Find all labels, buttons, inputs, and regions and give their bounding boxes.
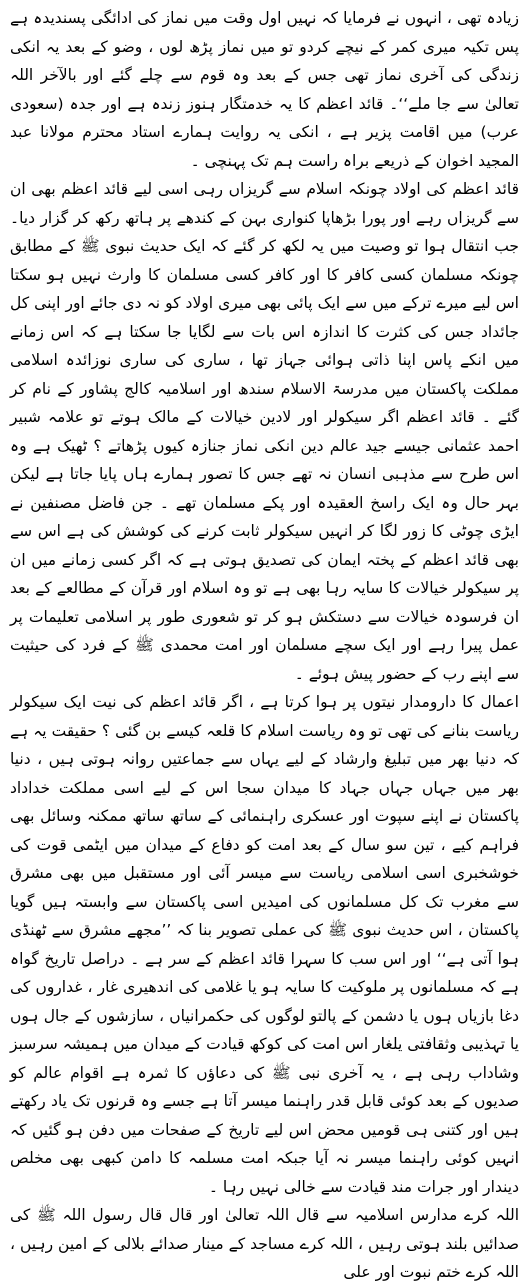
article-paragraph-1: زیادہ تھی ، انہوں نے فرمایا کہ نہیں اول وقت میں نماز کی ادائگی پسندیدہ ہے پس تکیہ میری کمر کے نیچے کردو تو میں نماز پڑھ لوں ، وضو کے بعد یہ انکی زندگی کی آخری نماز تھی جس کے بعد وہ قوم سے چلے گئے اور بالآخر اللہ تعالیٰ سے جا ملے‘‘۔ قائد اعظم کا یہ خدمتگار ہنوز زندہ ہے اور جدہ (سعودی عرب) میں اقامت پزیر ہے ، انکی یہ روایت ہمارے استاد محترم مولانا عبد المجید اخوان کے ذریعے براہ راست ہم تک پہنچی ۔ bbox=[10, 9, 519, 170]
article-paragraph-2: قائد اعظم کی اولاد چونکہ اسلام سے گریزاں رہی اسی لیے قائد اعظم بھی ان سے گریزاں رہے اور پورا بڑھاپا کنواری بہن کے کندھے پر ہاتھ رکھ کر گزار دیا۔ جب انتقال ہوا تو وصیت میں یہ لکھ کر گئے کہ ایک حدیث نبوی ﷺ کے مطابق چونکہ مسلمان کسی کافر کا اور کافر کسی مسلمان کا وارث نہیں ہو سکتا اس لیے میرے ترکے میں سے ایک پائی بھی میری اولاد کو نہ دی جائے اور اپنی کل جائداد جس کی کثرت کا اندازہ اس بات سے لگایا جا سکتا ہے کہ اس زمانے میں انکے پاس اپنا ذاتی ہوائی جہاز تھا ، ساری کی ساری نوزائدہ اسلامی مملکت پاکستان میں مدرسۃ الاسلام سندھ اور اسلامیہ کالج پشاور کے نام کر گئے ۔ قائد اعظم اگر سیکولر اور لادین خیالات کے مالک ہوتے تو علامہ شبیر احمد عثمانی جیسے جید عالم دین انکی نماز جنازہ کیوں پڑھاتے ؟ ٹھیک ہے وہ اس طرح سے مذہبی انسان نہ تھے جس کا تصور ہمارے ہاں پایا جاتا ہے لیکن بہر حال وہ ایک راسخ العقیدہ اور پکے مسلمان تھے ۔ جن فاضل مصنفین نے ایڑی چوٹی کا زور لگا کر انہیں سیکولر ثابت کرنے کی کوشش کی ہے اس سے بھی قائد اعظم کے پختہ ایمان کی تصدیق ہوتی ہے کہ اگر کسی زمانے میں ان پر سیکولر خیالات کا سایہ رہا بھی ہے تو وہ اسلام اور قرآن کے مطالعے کے بعد ان فرسودہ خیالات سے دستکش ہو کر تو شعوری طور پر اسلامی تعلیمات پر عمل پیرا رہے اور ایک سچے مسلمان اور امت محمدی ﷺ کے فرد کی حیثیت سے اپنے رب کے حضور پیش ہوئے ۔ bbox=[10, 180, 519, 683]
article-paragraph-3: اعمال کا دارومدار نیتوں پر ہوا کرتا ہے ، اگر قائد اعظم کی نیت ایک سیکولر ریاست بنانے کی تھی تو وہ ریاست اسلام کا قلعہ کیسے بن گئی ؟ حقیقت یہ ہے کہ دنیا بھر میں تبلیغ وارشاد کے لیے یہاں سے جماعتیں روانہ ہوتی ہیں ، دنیا بھر میں جہاں جہاں جہاد کا میدان سجا اس کے لیے اسی مملکت خداداد پاکستان نے اپنے سپوت اور عسکری راہنمائی کے ساتھ ساتھ ممکنہ وسائل بھی فراہم کیے ، تین سو سال کے بعد امت کو دفاع کے میدان میں ایٹمی قوت کی خوشخبری اسی اسلامی ریاست سے میسر آئی اور مستقبل میں بھی مشرق سے مغرب تک کل مسلمانوں کی امیدیں اسی پاکستان سے وابستہ ہیں گویا پاکستان ، اس حدیث نبوی ﷺ کی عملی تصویر بنا کہ ’’مجھے مشرق سے ٹھنڈی ہوا آتی ہے‘‘ اور اس سب کا سہرا قائد اعظم کے سر ہے ۔ دراصل تاریخ گواہ ہے کہ مسلمانوں پر ملوکیت کا سایہ ہو یا غلامی کی اندھیری غار ، غداروں کی دغا بازیاں ہوں یا دشمن کے پالتو لوگوں کی حکمرانیاں ، سازشوں کے جال ہوں یا تہذیبی وثقافتی یلغار اس امت کی کوکھ قیادت کے میدان میں ہمیشہ سرسبز وشاداب رہی ہے ، یہ آخری نبی ﷺ کی دعاؤں کا ثمرہ ہے اقوام عالم کو صدیوں کے بعد کوئی قابل قدر راہنما میسر آتا ہے جسے وہ قرنوں تک یاد رکھتے ہیں اور کتنی ہی قومیں محض اس لیے تاریخ کے صفحات میں دفن ہو گئیں کہ انہیں کوئی راہنما میسر نہ آیا جبکہ امت مسلمہ کا دامن کبھی بھی مخلص دیندار اور جرات مند قیادت سے خالی نہیں رہا ۔ bbox=[10, 693, 519, 1196]
article-paragraph-4: اللہ کرے مدارس اسلامیہ سے قال اللہ تعالیٰ اور قال قال رسول اللہ ﷺ کی صدائیں بلند ہوتی رہیں ، اللہ کرے مساجد کے مینار صدائے بلالی کے امین رہیں ، اللہ کرے ختم نبوت اور علی bbox=[10, 1206, 519, 1281]
